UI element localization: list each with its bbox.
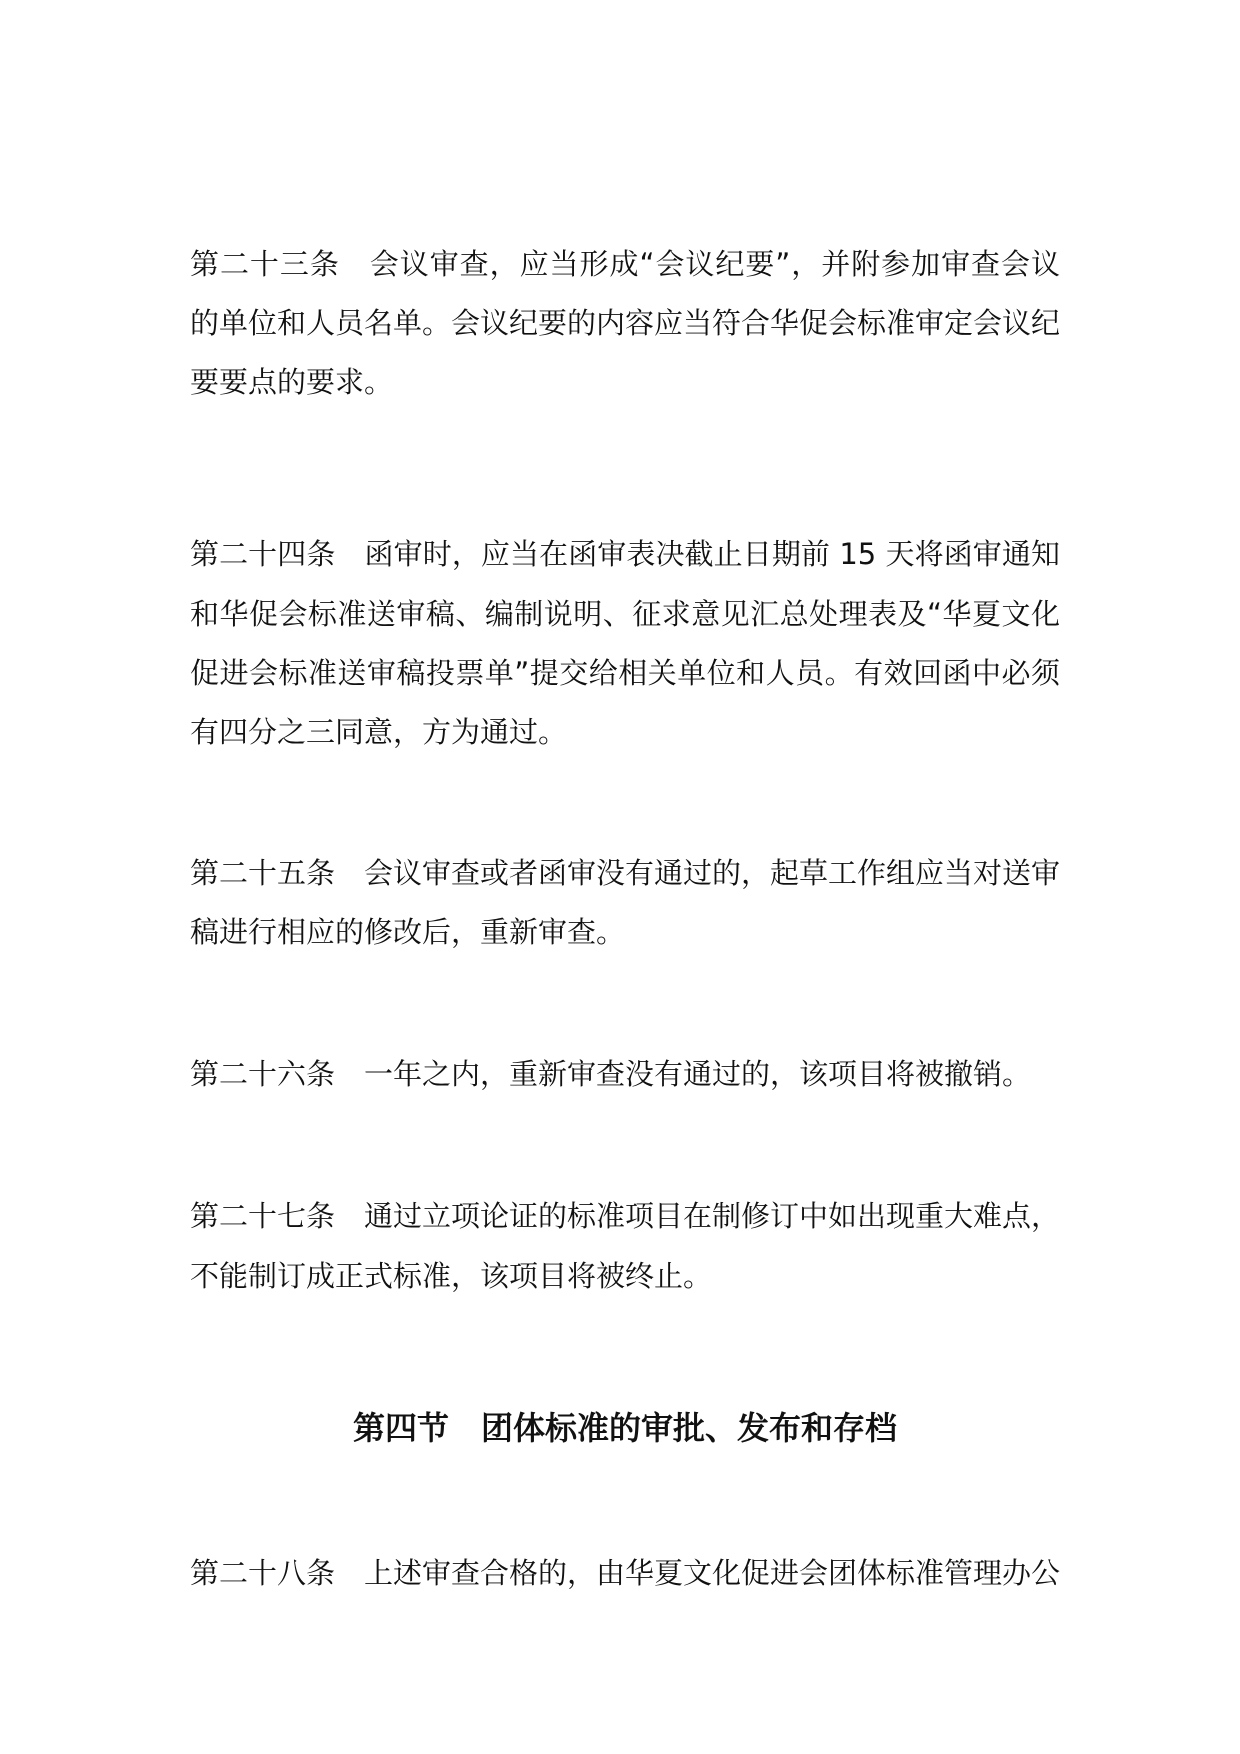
section-heading: 第四节 团体标准的审批、发布和存档 [352,1409,897,1447]
article-28-line-1: 第二十八条 上述审查合格的，由华夏文化促进会团体标准管理办公 [190,1556,1061,1590]
article-26-line-1: 第二十六条 一年之内，重新审查没有通过的，该项目将被撤销。 [190,1057,1032,1091]
article-25-line-1: 第二十五条 会议审查或者函审没有通过的，起草工作组应当对送审 [190,856,1061,890]
article-27-line-2: 不能制订成正式标准，该项目将被终止。 [190,1259,713,1293]
article-24-line-4: 有四分之三同意，方为通过。 [190,715,568,749]
article-24-line-1: 第二十四条 函审时，应当在函审表决截止日期前 15 天将函审通知 [190,537,1060,571]
article-24-line-3: 促进会标准送审稿投票单”提交给相关单位和人员。有效回函中必须 [190,656,1060,690]
article-25-line-2: 稿进行相应的修改后，重新审查。 [190,915,626,949]
article-23-line-2: 的单位和人员名单。会议纪要的内容应当符合华促会标准审定会议纪 [190,306,1061,340]
article-24-line-2: 和华促会标准送审稿、编制说明、征求意见汇总处理表及“华夏文化 [190,597,1060,631]
article-27-line-1: 第二十七条 通过立项论证的标准项目在制修订中如出现重大难点， [190,1199,1061,1233]
article-23-line-3: 要要点的要求。 [190,365,394,399]
article-23-line-1: 第二十三条 会议审查，应当形成“会议纪要”，并附参加审查会议 [190,247,1060,281]
